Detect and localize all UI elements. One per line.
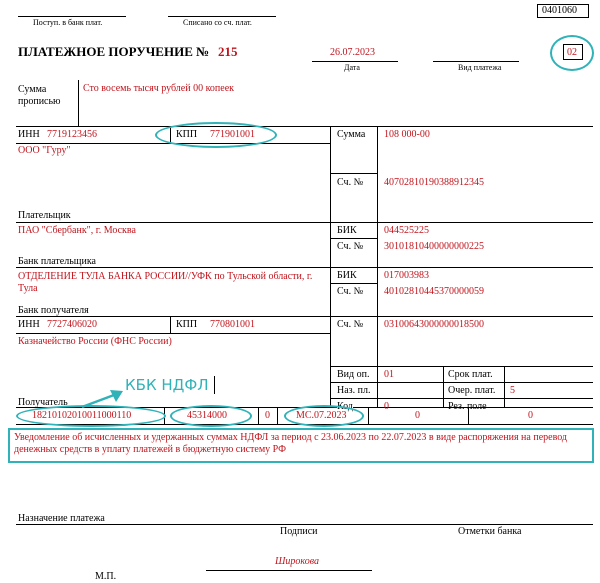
doc-number: 0	[415, 410, 420, 421]
payer-bank-corr: 30101810400000000225	[384, 241, 484, 252]
payer-inn-label: ИНН	[18, 129, 40, 140]
payer-bank-label: Банк плательщика	[18, 256, 96, 267]
row-line-op-1	[330, 382, 593, 383]
page-title: ПЛАТЕЖНОЕ ПОРУЧЕНИЕ №	[18, 44, 210, 59]
row-line-payer-bik	[330, 238, 377, 239]
sum-value: 108 000-00	[384, 129, 430, 140]
status-code: 02	[567, 47, 577, 58]
row-line-recipient-inn	[16, 333, 330, 334]
kbk-highlight-oval	[16, 405, 166, 427]
signatures-label: Подписи	[280, 526, 318, 537]
deadline-label: Срок плат.	[448, 369, 493, 380]
received-line	[18, 16, 126, 17]
recipient-label: Получатель	[18, 397, 68, 408]
stamp-label: М.П.	[95, 571, 117, 582]
recipient-bank-corr: 40102810445370000059	[384, 286, 484, 297]
row-line-payer-bank	[16, 267, 593, 268]
op-type: 01	[384, 369, 394, 380]
payer-bank-name: ПАО "Сбербанк", г. Москва	[18, 225, 136, 236]
payment-type-line	[433, 61, 519, 62]
payment-type-label: Вид платежа	[458, 63, 502, 72]
period-highlight-oval	[284, 405, 364, 427]
debited-label: Списано со сч. плат.	[183, 18, 252, 27]
bank-marks-label: Отметки банка	[458, 526, 522, 537]
payer-bank-bik: 044525225	[384, 225, 429, 236]
recipient-account-label: Сч. №	[337, 319, 364, 330]
row-line-op-2	[330, 398, 593, 399]
row-line-1	[16, 126, 593, 127]
oktmo-code: 45314000	[187, 410, 227, 421]
form-code-box	[537, 4, 589, 18]
payment-purpose-code-label: Наз. пл.	[337, 385, 371, 396]
oktmo-highlight-oval	[170, 405, 252, 427]
recipient-kpp: 770801001	[210, 319, 255, 330]
recipient-account: 03100643000000018500	[384, 319, 484, 330]
recipient-inn-label: ИНН	[18, 319, 40, 330]
row-line-recipient-bik	[330, 283, 377, 284]
col-line-recipient-inn	[170, 316, 171, 333]
doc-date: 0	[528, 410, 533, 421]
code-value: 0	[384, 401, 389, 412]
payer-kpp-label: КПП	[176, 129, 198, 140]
payer-kpp: 771901001	[210, 129, 255, 140]
col-line-budget-2	[258, 407, 259, 424]
row-line-recipient	[330, 366, 593, 367]
payment-date: 26.07.2023	[330, 47, 375, 58]
signature-line-1	[206, 570, 372, 571]
annotation-cursor	[214, 376, 215, 394]
col-line-budget-3	[277, 407, 278, 424]
payer-name: ООО "Гуру"	[18, 145, 71, 156]
recipient-bank-corr-label: Сч. №	[337, 286, 364, 297]
kbk-code: 18210102010011000110	[32, 410, 132, 421]
reserve-field-label: Рез. поле	[448, 401, 487, 412]
amount-words-value: Сто восемь тысяч рублей 00 копеек	[83, 83, 235, 94]
payment-number: 215	[218, 44, 238, 59]
form-code: 0401060	[542, 5, 577, 16]
col-line-op-mid	[443, 366, 444, 407]
recipient-inn: 7727406020	[47, 319, 97, 330]
recipient-bank-name: ОТДЕЛЕНИЕ ТУЛА БАНКА РОССИИ//УФК по Тульской области, г. Тула	[18, 271, 313, 294]
recipient-bank-label: Банк получателя	[18, 305, 89, 316]
sum-label: Сумма	[337, 129, 366, 140]
col-line-budget-4	[368, 407, 369, 424]
order-value: 5	[510, 385, 515, 396]
recipient-name: Казначейство России (ФНС России)	[18, 336, 172, 347]
code-label: Код	[337, 401, 353, 412]
tax-period: МС.07.2023	[296, 410, 347, 421]
kpp-highlight-oval	[155, 122, 277, 148]
amount-words-label: Сумма прописью	[18, 84, 61, 107]
status-highlight-oval	[550, 35, 594, 71]
signature: Широкова	[275, 556, 319, 567]
row-line-payer-acc	[330, 173, 377, 174]
row-line-purpose	[16, 524, 593, 525]
date-line	[312, 61, 398, 62]
col-line-op-right	[504, 366, 505, 407]
row-line-payer	[16, 222, 593, 223]
recipient-bank-bik: 017003983	[384, 270, 429, 281]
amount-words-divider	[78, 80, 79, 126]
annotation-kbk-label: КБК НДФЛ	[125, 376, 209, 394]
recipient-kpp-label: КПП	[176, 319, 198, 330]
recipient-bank-bik-label: БИК	[337, 270, 357, 281]
row-line-recipient-bank	[16, 316, 593, 317]
payer-account: 40702810190388912345	[384, 177, 484, 188]
payer-inn: 7719123456	[47, 129, 97, 140]
payer-bank-bik-label: БИК	[337, 225, 357, 236]
tax-basis: 0	[265, 410, 270, 421]
order-label: Очер. плат.	[448, 385, 496, 396]
op-type-label: Вид оп.	[337, 369, 370, 380]
payer-account-label: Сч. №	[337, 177, 364, 188]
payment-purpose-label: Назначение платежа	[18, 513, 105, 524]
payer-label: Плательщик	[18, 210, 71, 221]
payment-purpose-text: Уведомление об исчисленных и удержанных суммах НДФЛ за период с 23.06.2023 по 22.07.2023 в виде распоряжения на перевод денежных средств в уплату платежей в бюджетную систему РФ	[14, 432, 568, 455]
received-label: Поступ. в банк плат.	[33, 18, 103, 27]
payer-bank-corr-label: Сч. №	[337, 241, 364, 252]
debited-line	[168, 16, 276, 17]
date-label: Дата	[344, 63, 360, 72]
